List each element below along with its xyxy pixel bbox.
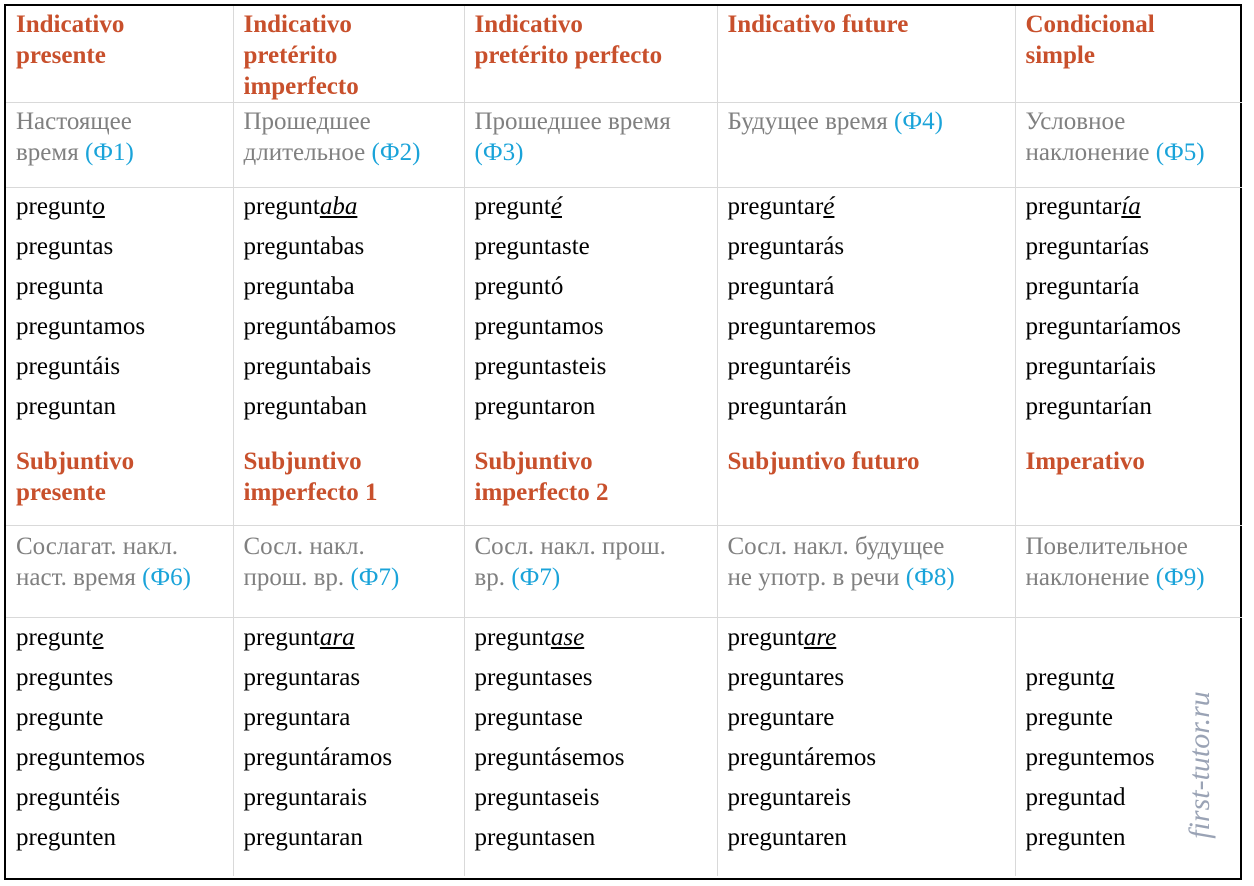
verb-ending: e bbox=[92, 624, 104, 651]
tense-description-text: Условное bbox=[1025, 108, 1126, 135]
conjugated-form: pregunte bbox=[16, 704, 104, 731]
conjugation-column bbox=[6, 188, 233, 444]
conjugation-column bbox=[717, 618, 1015, 876]
conjugated-form: preguntáis bbox=[16, 353, 121, 380]
tense-description-text: Настоящее bbox=[16, 108, 132, 135]
form-code-label: (Ф8) bbox=[905, 564, 955, 591]
tense-title-line: imperfecto 1 bbox=[243, 478, 378, 506]
tense-description-row bbox=[6, 103, 1242, 188]
conjugated-form: preguntare bbox=[727, 704, 835, 731]
tense-description-cell bbox=[717, 526, 1015, 618]
tense-title-line: Subjuntivo bbox=[16, 447, 135, 475]
verb-stem: pregunt bbox=[474, 624, 551, 651]
tense-description-cell bbox=[464, 103, 717, 188]
tense-description-text: Повелительное bbox=[1025, 533, 1188, 560]
tense-title-cell bbox=[717, 444, 1015, 526]
tense-title-line: presente bbox=[16, 42, 106, 69]
verb-ending: ía bbox=[1121, 193, 1141, 220]
conjugated-form: preguntas bbox=[16, 233, 114, 260]
conjugation-forms-row bbox=[6, 618, 1242, 876]
tense-description-cell bbox=[233, 526, 464, 618]
tense-description-text: вр. bbox=[474, 564, 506, 591]
tense-title-line: imperfecto bbox=[243, 73, 359, 100]
tense-title-line: Indicativo bbox=[243, 11, 352, 38]
tense-description-text: Прошедшее bbox=[243, 108, 371, 135]
conjugated-form: preguntamos bbox=[16, 313, 146, 340]
form-code-label: (Ф7) bbox=[350, 564, 400, 591]
conjugation-forms-row bbox=[6, 188, 1242, 444]
tense-header-row bbox=[6, 6, 1242, 103]
conjugated-form: preguntaran bbox=[243, 824, 363, 851]
conjugated-form: pregunten bbox=[16, 824, 116, 851]
tense-description-cell bbox=[717, 103, 1015, 188]
conjugated-form: preguntareis bbox=[727, 784, 852, 811]
tense-header-row bbox=[6, 444, 1242, 526]
tense-title-line: presente bbox=[16, 478, 106, 506]
conjugated-form: preguntaren bbox=[727, 824, 847, 851]
tense-title-cell bbox=[233, 444, 464, 526]
conjugated-form bbox=[16, 190, 233, 230]
tense-title-line: Imperativo bbox=[1025, 447, 1145, 475]
tense-title-line: Subjuntivo futuro bbox=[727, 447, 920, 475]
verb-ending: ase bbox=[550, 624, 585, 651]
conjugated-form bbox=[475, 190, 717, 230]
tense-title-cell bbox=[464, 444, 717, 526]
conjugated-form: pregunta bbox=[16, 273, 104, 300]
conjugated-form: preguntes bbox=[16, 664, 114, 691]
tense-description-cell bbox=[233, 103, 464, 188]
conjugated-form: preguntemos bbox=[16, 744, 146, 771]
conjugated-form: preguntemos bbox=[1025, 744, 1155, 771]
tense-description-text: Сосл. накл. будущее bbox=[727, 533, 945, 560]
conjugated-form: preguntares bbox=[727, 664, 845, 691]
conjugated-form bbox=[1026, 190, 1243, 230]
conjugated-form: preguntaras bbox=[243, 664, 361, 691]
conjugated-form: preguntasen bbox=[474, 824, 596, 851]
tense-title-cell bbox=[1015, 444, 1242, 526]
conjugated-form: preguntáramos bbox=[243, 744, 393, 771]
verb-stem: pregunt bbox=[243, 193, 320, 220]
tense-description-cell bbox=[1015, 526, 1242, 618]
conjugated-form: preguntarais bbox=[243, 784, 368, 811]
conjugated-form: preguntan bbox=[16, 393, 116, 420]
watermark: first-tutor.ru bbox=[1183, 691, 1216, 839]
tense-title-line: imperfecto 2 bbox=[474, 478, 609, 506]
tense-description-row bbox=[6, 526, 1242, 618]
conjugated-form: preguntarías bbox=[1025, 233, 1150, 260]
verb-ending: ara bbox=[319, 624, 355, 651]
tense-description-text: время bbox=[16, 139, 79, 166]
conjugated-form: preguntaríais bbox=[1025, 353, 1157, 380]
tense-title-cell bbox=[464, 6, 717, 103]
form-code-label: (Ф6) bbox=[142, 564, 191, 591]
conjugated-form: preguntabais bbox=[243, 353, 372, 380]
verb-ending: a bbox=[1101, 664, 1115, 691]
conjugated-form bbox=[16, 621, 233, 661]
tense-title-line: Condicional bbox=[1025, 11, 1155, 38]
conjugated-form bbox=[475, 621, 717, 661]
tense-description-cell bbox=[6, 103, 233, 188]
form-code-label: (Ф1) bbox=[84, 139, 134, 166]
conjugated-form: preguntad bbox=[1025, 784, 1126, 811]
conjugated-form: preguntéis bbox=[16, 784, 121, 811]
conjugated-form: preguntaseis bbox=[474, 784, 600, 811]
conjugated-form bbox=[728, 190, 1015, 230]
verb-stem: pregunt bbox=[727, 624, 804, 651]
conjugated-form: preguntase bbox=[474, 704, 583, 731]
conjugated-form: preguntábamos bbox=[243, 313, 397, 340]
tense-description-text: Прошедшее время bbox=[474, 108, 671, 135]
conjugated-form: preguntamos bbox=[474, 313, 604, 340]
tense-description-cell bbox=[6, 526, 233, 618]
tense-title-line: Indicativo bbox=[474, 11, 583, 38]
form-code-label: (Ф9) bbox=[1155, 564, 1205, 591]
tense-description-text: длительное bbox=[243, 139, 366, 166]
verb-ending: are bbox=[803, 624, 837, 651]
conjugated-form: preguntaste bbox=[474, 233, 590, 260]
conjugation-column bbox=[6, 618, 233, 876]
form-code-label: (Ф3) bbox=[474, 139, 524, 166]
verb-stem: pregunt bbox=[16, 193, 93, 220]
conjugated-form bbox=[244, 621, 464, 661]
tense-description-text: Будущее время bbox=[727, 108, 888, 135]
tense-title-line: pretérito perfecto bbox=[474, 42, 663, 69]
form-code-label: (Ф2) bbox=[371, 139, 421, 166]
verb-stem: pregunt bbox=[474, 193, 551, 220]
tense-title-cell bbox=[717, 6, 1015, 103]
tense-title-cell bbox=[1015, 6, 1242, 103]
tense-title-cell bbox=[6, 444, 233, 526]
conjugated-form: preguntaríamos bbox=[1025, 313, 1182, 340]
conjugated-form: preguntaremos bbox=[727, 313, 877, 340]
tense-title-line: Subjuntivo bbox=[474, 447, 593, 475]
conjugation-column bbox=[464, 188, 717, 444]
verb-ending: é bbox=[550, 193, 562, 220]
verb-stem: preguntar bbox=[727, 193, 824, 220]
conjugation-column bbox=[233, 618, 464, 876]
tense-description-text: Сосл. накл. bbox=[243, 533, 365, 560]
conjugated-form bbox=[728, 621, 1015, 661]
tense-description-text: Сослагат. накл. bbox=[16, 533, 179, 560]
form-code-label: (Ф5) bbox=[1155, 139, 1205, 166]
tense-title-line: Subjuntivo bbox=[243, 447, 362, 475]
tense-description-text: Сосл. накл. прош. bbox=[474, 533, 666, 560]
conjugated-form: preguntasteis bbox=[474, 353, 607, 380]
tense-description-text: не употр. в речи bbox=[727, 564, 900, 591]
conjugated-form: pregunten bbox=[1025, 824, 1126, 851]
conjugated-form bbox=[1026, 621, 1243, 661]
conjugated-form: preguntarían bbox=[1025, 393, 1152, 420]
conjugated-form: preguntaban bbox=[243, 393, 368, 420]
conjugated-form: preguntaréis bbox=[727, 353, 852, 380]
conjugated-form: preguntarán bbox=[727, 393, 847, 420]
conjugation-column bbox=[717, 188, 1015, 444]
tense-title-cell bbox=[6, 6, 233, 103]
conjugated-form: pregunte bbox=[1025, 704, 1113, 731]
tense-title-line: Indicativo future bbox=[727, 11, 909, 38]
conjugation-column bbox=[464, 618, 717, 876]
conjugated-form bbox=[244, 190, 464, 230]
verb-ending: o bbox=[92, 193, 105, 220]
conjugation-column bbox=[233, 188, 464, 444]
verb-stem: preguntar bbox=[1025, 193, 1122, 220]
tense-description-cell bbox=[1015, 103, 1242, 188]
conjugated-form: preguntases bbox=[474, 664, 593, 691]
verb-ending: é bbox=[823, 193, 835, 220]
conjugated-form: preguntará bbox=[727, 273, 835, 300]
conjugated-form: preguntásemos bbox=[474, 744, 625, 771]
verb-stem: pregunt bbox=[1025, 664, 1102, 691]
tense-description-cell bbox=[464, 526, 717, 618]
conjugated-form: preguntaba bbox=[243, 273, 355, 300]
tense-description-text: прош. вр. bbox=[243, 564, 345, 591]
conjugated-form: preguntó bbox=[474, 273, 564, 300]
conjugation-column bbox=[1015, 188, 1242, 444]
verb-stem: pregunt bbox=[16, 624, 93, 651]
tense-description-text: наклонение bbox=[1025, 139, 1150, 166]
tense-title-cell bbox=[233, 6, 464, 103]
tense-title-line: Indicativo bbox=[16, 11, 125, 38]
tense-description-text: наст. время bbox=[16, 564, 136, 591]
tense-title-line: pretérito bbox=[243, 42, 338, 69]
tense-description-text: наклонение bbox=[1025, 564, 1150, 591]
conjugated-form: preguntara bbox=[243, 704, 351, 731]
verb-stem: pregunt bbox=[243, 624, 320, 651]
conjugated-form: preguntaría bbox=[1025, 273, 1140, 300]
conjugated-form: preguntabas bbox=[243, 233, 365, 260]
tense-title-line: simple bbox=[1025, 42, 1095, 69]
conjugated-form: preguntarás bbox=[727, 233, 845, 260]
form-code-label: (Ф7) bbox=[511, 564, 561, 591]
conjugated-form: preguntaron bbox=[474, 393, 596, 420]
form-code-label: (Ф4) bbox=[894, 108, 943, 135]
conjugated-form: preguntáremos bbox=[727, 744, 877, 771]
conjugation-table bbox=[6, 6, 1242, 876]
verb-ending: aba bbox=[319, 193, 358, 220]
